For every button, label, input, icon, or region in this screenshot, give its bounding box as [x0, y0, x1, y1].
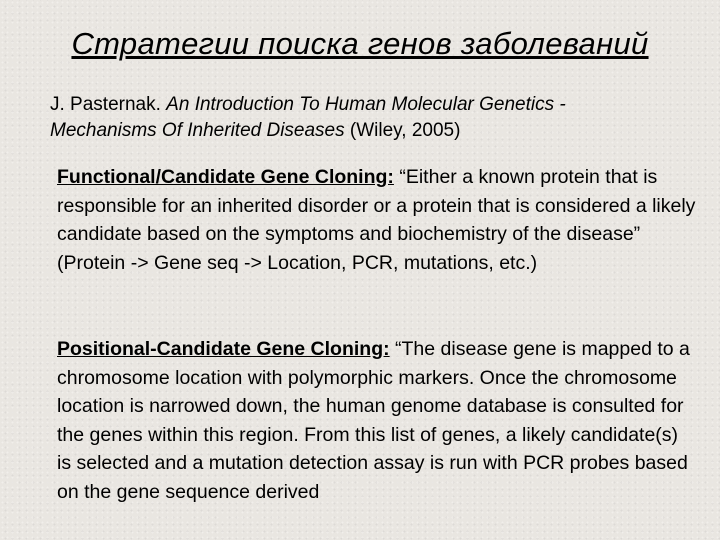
- citation-author: J. Pasternak.: [50, 94, 161, 115]
- positional-cloning-term: Positional-Candidate Gene Cloning:: [57, 338, 390, 360]
- functional-cloning-text: “Either a known protein that is responsible for an inherited disorder or a protein that is considered a likely candidate based on the symptoms and biochemistry of the disease” (Protein -> Gene seq -> Location, PCR, mutations, etc.): [57, 166, 696, 274]
- positional-cloning-paragraph: [57, 335, 697, 506]
- functional-cloning-term: Functional/Candidate Gene Cloning:: [57, 166, 394, 188]
- citation: [50, 92, 570, 144]
- citation-book-title: An Introduction To Human Molecular Genetics - Mechanisms Of Inherited Diseases: [50, 94, 566, 141]
- positional-cloning-text: “The disease gene is mapped to a chromosome location with polymorphic markers. Once the chromosome location is narrowed down, the human genome database is consulted for the genes within this region. From this list of genes, a likely candidate(s) is selected and a mutation detection assay is run with PCR probes based on the gene sequence derived: [57, 338, 690, 503]
- functional-cloning-paragraph: [57, 163, 697, 277]
- slide-title: Стратегии поиска генов заболеваний: [71, 26, 649, 61]
- citation-publisher: (Wiley, 2005): [349, 120, 461, 141]
